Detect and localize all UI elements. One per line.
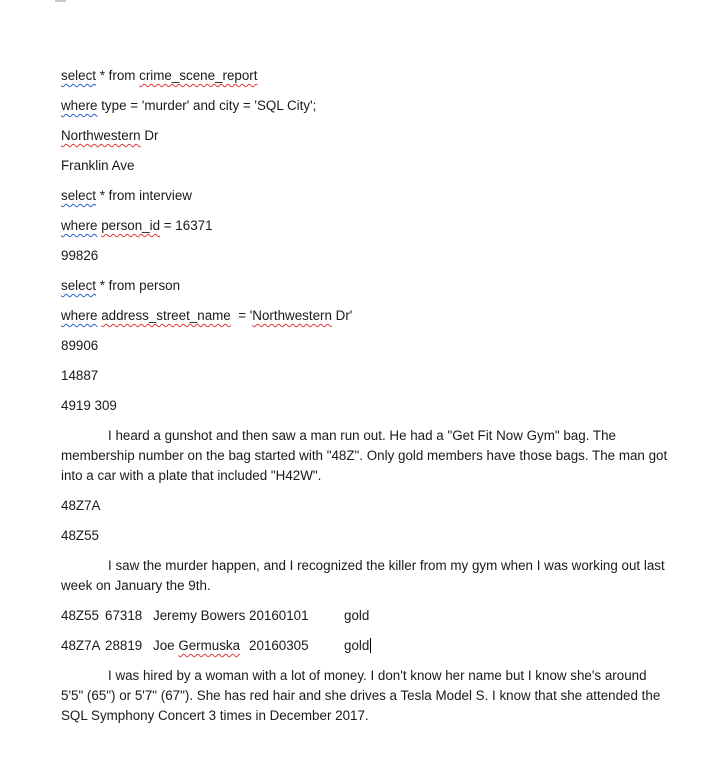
paragraph-murder-witness: I saw the murder happen, and I recognized the killer from my gym when I was working out last week on January the 9th. (61, 558, 665, 593)
paragraph-hired: I was hired by a woman with a lot of money. I don't know her name but I know she's around 5'5" (65") or 5'7" (67"). She has red hair and she drives a Tesla Model S. I know that she attended the SQL Symphony Concert 3 times in December 2017. (61, 668, 661, 723)
line-48z55: 48Z55 (61, 528, 99, 543)
line-14887: 14887 (61, 368, 99, 383)
line-where-type: where type = 'murder' and city = 'SQL City'; (61, 98, 317, 113)
line-where-address: where address_street_name = 'Northwestern Dr' (61, 308, 353, 323)
line-where-person-id: where person_id = 16371 (61, 218, 213, 233)
line-franklin: Franklin Ave (61, 158, 135, 173)
line-48z7a: 48Z7A (61, 498, 101, 513)
member-row-2: 48Z7A 28819 Joe Germuska 20160305 gold (61, 638, 370, 653)
line-4919-309: 4919 309 (61, 398, 117, 413)
line-select-person: select * from person (61, 278, 181, 293)
text-cursor (370, 638, 371, 653)
page-corner-mark (55, 0, 66, 2)
line-89906: 89906 (61, 338, 99, 353)
paragraph-gunshot: I heard a gunshot and then saw a man run out. He had a "Get Fit Now Gym" bag. The membership number on the bag started with "48Z". Only gold members have those bags. The man got into a car with a plate that included "H42W". (61, 428, 668, 483)
line-99826: 99826 (61, 248, 99, 263)
member-row-1: 48Z55 67318 Jeremy Bowers 20160101 gold (61, 608, 370, 623)
line-select-crime: select * from crime_scene_report (61, 68, 258, 83)
document-page[interactable] (61, 66, 671, 736)
line-northwestern: Northwestern Dr (61, 128, 159, 143)
line-select-interview: select * from interview (61, 188, 192, 203)
